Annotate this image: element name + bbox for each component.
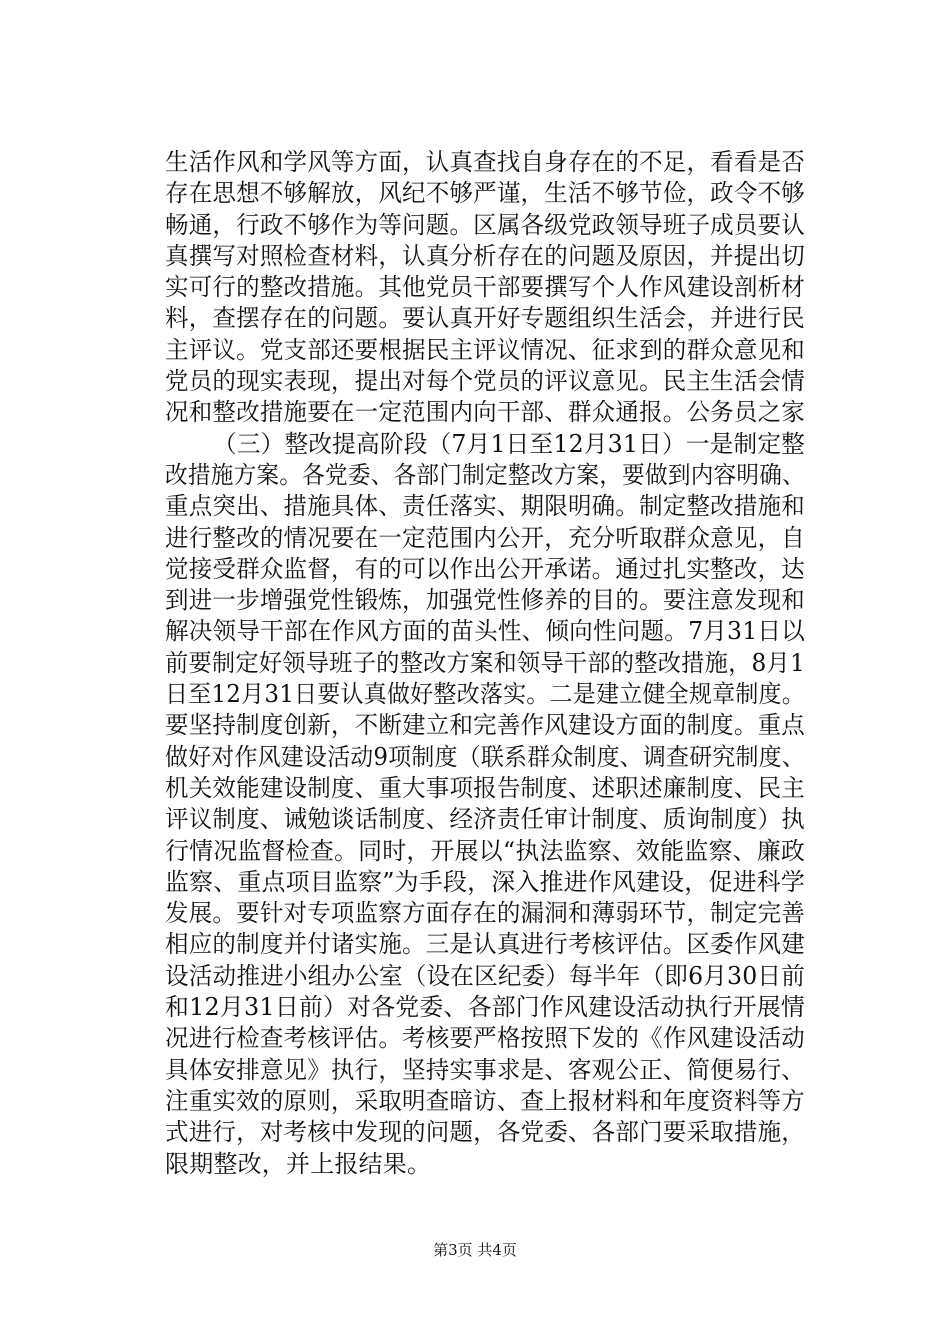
- text-line: 改措施方案。各党委、各部门制定整改方案，要做到内容明确、: [165, 460, 805, 489]
- text-line: 式进行，对考核中发现的问题，各党委、各部门要采取措施，: [165, 1118, 805, 1147]
- text-line: 做好对作风建设活动9项制度（联系群众制度、调查研究制度、: [165, 742, 805, 771]
- text-line: 机关效能建设制度、重大事项报告制度、述职述廉制度、民主: [165, 773, 805, 802]
- text-line: 和12月31日前）对各党委、各部门作风建设活动执行开展情: [165, 993, 805, 1022]
- text-line: 进行整改的情况要在一定范围内公开，充分听取群众意见，自: [165, 523, 805, 552]
- text-line: 真撰写对照检查材料，认真分析存在的问题及原因，并提出切: [165, 241, 805, 270]
- text-line: 要坚持制度创新，不断建立和完善作风建设方面的制度。重点: [165, 711, 805, 740]
- text-line: 解决领导干部在作风方面的苗头性、倾向性问题。7月31日以: [165, 617, 805, 646]
- text-line: 监察、重点项目监察”为手段，深入推进作风建设，促进科学: [165, 867, 805, 896]
- text-line: 况进行检查考核评估。考核要严格按照下发的《作风建设活动: [165, 1024, 805, 1053]
- text-line: 实可行的整改措施。其他党员干部要撰写个人作风建设剖析材: [165, 273, 805, 302]
- text-line: 畅通，行政不够作为等问题。区属各级党政领导班子成员要认: [165, 210, 805, 239]
- text-line: 重点突出、措施具体、责任落实、期限明确。制定整改措施和: [165, 492, 805, 521]
- text-line: 行情况监督检查。同时，开展以“执法监察、效能监察、廉政: [165, 836, 805, 865]
- text-line: 到进一步增强党性锻炼，加强党性修养的目的。要注意发现和: [165, 586, 805, 615]
- body-text: [165, 147, 805, 1180]
- text-line: 注重实效的原则，采取明查暗访、查上报材料和年度资料等方: [165, 1086, 805, 1115]
- text-line: 发展。要针对专项监察方面存在的漏洞和薄弱环节，制定完善: [165, 899, 805, 928]
- text-line: 主评议。党支部还要根据民主评议情况、征求到的群众意见和: [165, 335, 805, 364]
- text-line: 相应的制度并付诸实施。三是认真进行考核评估。区委作风建: [165, 930, 805, 959]
- text-line: 存在思想不够解放，风纪不够严谨，生活不够节俭，政令不够: [165, 179, 805, 208]
- text-line: 觉接受群众监督，有的可以作出公开承诺。通过扎实整改，达: [165, 554, 805, 583]
- text-line: 评议制度、诫勉谈话制度、经济责任审计制度、质询制度）执: [165, 805, 805, 834]
- text-line: 限期整改，并上报结果。: [165, 1149, 432, 1178]
- text-line: 生活作风和学风等方面，认真查找自身存在的不足，看看是否: [165, 148, 805, 176]
- page-number-footer: 第3页 共4页: [433, 1241, 517, 1259]
- text-line: 党员的现实表现，提出对每个党员的评议意见。民主生活会情: [165, 367, 805, 396]
- text-line: 具体安排意见》执行，坚持实事求是、客观公正、简便易行、: [165, 1055, 805, 1084]
- text-line: 设活动推进小组办公室（设在区纪委）每半年（即6月30日前: [165, 961, 805, 990]
- text-line: 前要制定好领导班子的整改方案和领导干部的整改措施，8月1: [165, 648, 805, 677]
- text-line: 日至12月31日要认真做好整改落实。二是建立健全规章制度。: [165, 680, 805, 709]
- text-line: 料，查摆存在的问题。要认真开好专题组织生活会，并进行民: [165, 304, 805, 333]
- section-heading-line: （三）整改提高阶段（7月1日至12月31日）一是制定整: [213, 429, 805, 458]
- text-line: 况和整改措施要在一定范围内向干部、群众通报。公务员之家: [165, 398, 805, 427]
